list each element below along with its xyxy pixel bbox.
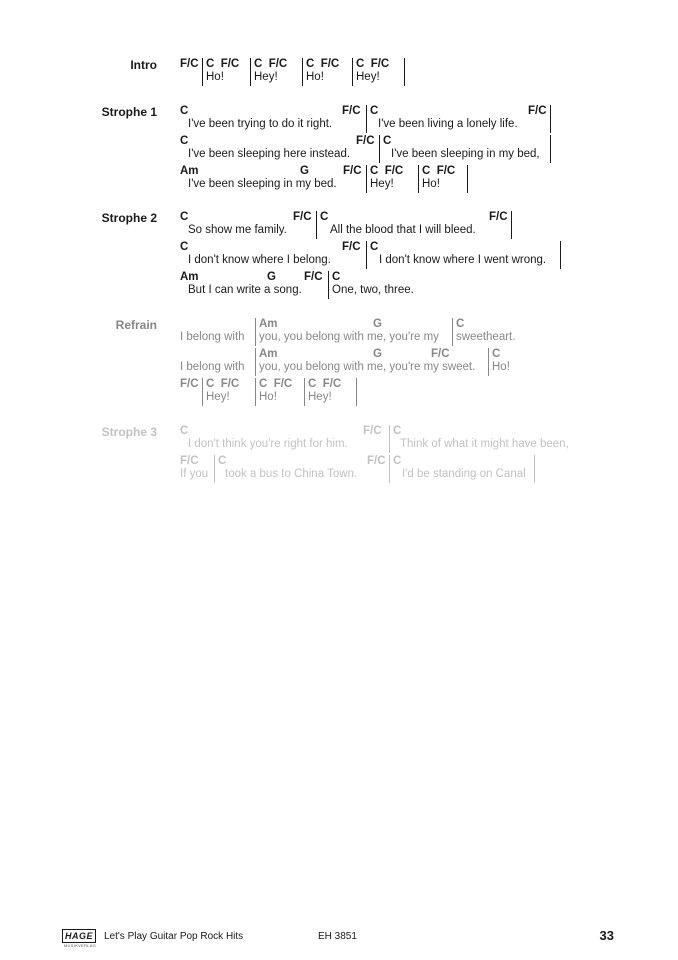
chord: F/C — [367, 455, 386, 467]
publisher-logo-subtitle: MUSIKVERLAG — [63, 943, 97, 948]
lyric: But I can write a song. — [188, 284, 302, 296]
measure — [202, 58, 251, 86]
chord: C — [180, 241, 189, 253]
measure — [366, 105, 551, 133]
measure — [328, 271, 429, 299]
measure — [389, 425, 585, 453]
chord: C F/C — [306, 58, 340, 70]
section-label: Refrain — [115, 318, 157, 332]
section-label: Strophe 1 — [101, 105, 157, 119]
chord: C F/C — [308, 378, 342, 390]
chord: F/C — [180, 58, 199, 70]
chord: C — [320, 211, 329, 223]
lyric: Hey! — [356, 71, 380, 83]
measure — [180, 211, 316, 239]
measure — [304, 378, 357, 406]
chord: C — [180, 135, 189, 147]
publisher-logo: HAGE — [62, 929, 96, 943]
chord: F/C — [431, 348, 450, 360]
chord: G — [373, 348, 382, 360]
chord: C F/C — [370, 165, 404, 177]
chord: C — [218, 455, 227, 467]
chord: C — [393, 425, 402, 437]
chord: F/C — [356, 135, 375, 147]
lyric: I've been sleeping here instead. — [188, 148, 351, 160]
measure — [214, 455, 390, 483]
measure — [180, 271, 328, 299]
lyric: Ho! — [206, 71, 224, 83]
lyric: I've been trying to do it right. — [188, 118, 333, 130]
chord: F/C — [180, 455, 199, 467]
bar-line — [550, 135, 551, 163]
lyric: Hey! — [370, 178, 394, 190]
chord: G — [373, 318, 382, 330]
chord: Am — [259, 348, 278, 360]
bar-line — [560, 241, 561, 269]
page-number: 33 — [599, 928, 614, 943]
lyric: I don't know where I belong. — [188, 254, 331, 266]
chord: F/C — [363, 425, 382, 437]
lyric: I belong with — [180, 331, 245, 343]
book-code: EH 3851 — [318, 931, 357, 942]
measure — [488, 348, 529, 376]
chord: C F/C — [422, 165, 456, 177]
lyric: Ho! — [492, 361, 510, 373]
lyric: So show me family. — [188, 224, 287, 236]
section-label: Strophe 3 — [101, 425, 157, 439]
lyric: If you — [180, 468, 209, 480]
chord: F/C — [343, 165, 362, 177]
measure — [180, 165, 366, 193]
lyric: sweetheart. — [456, 331, 516, 343]
measure — [366, 165, 419, 193]
measure — [250, 58, 303, 86]
page-footer — [0, 928, 678, 948]
measure — [180, 318, 255, 346]
lyric: I don't think you're right for him. — [188, 438, 348, 450]
chord: C — [370, 241, 379, 253]
chord: C — [383, 135, 392, 147]
lyric: I've been living a lonely life. — [378, 118, 518, 130]
measure — [202, 378, 256, 406]
measure — [180, 135, 379, 163]
chord: C F/C — [356, 58, 390, 70]
lyric: you, you belong with me, you're my — [259, 331, 439, 343]
measure — [389, 455, 535, 483]
chord: F/C — [489, 211, 508, 223]
measure — [379, 135, 551, 163]
lyric: Think of what it might have been, — [400, 438, 569, 450]
chord: C F/C — [206, 378, 240, 390]
chord: Am — [180, 271, 199, 283]
lyric: Hey! — [206, 391, 230, 403]
chord: C — [180, 211, 189, 223]
lyric: One, two, three. — [332, 284, 414, 296]
chord: C — [393, 455, 402, 467]
bar-line — [467, 165, 468, 193]
lyric: I've been sleeping in my bed. — [188, 178, 337, 190]
measure — [180, 425, 389, 453]
measure — [180, 455, 214, 483]
chord: C F/C — [254, 58, 288, 70]
lyric: you, you belong with me, you're my sweet. — [259, 361, 476, 373]
lyric: took a bus to China Town. — [225, 468, 358, 480]
measure — [180, 105, 366, 133]
measure — [366, 241, 561, 269]
chord: C F/C — [206, 58, 240, 70]
measure — [418, 165, 468, 193]
measure — [180, 378, 202, 406]
measure — [255, 318, 453, 346]
lyric: Ho! — [422, 178, 440, 190]
chord: G — [267, 271, 276, 283]
section-label: Intro — [130, 58, 157, 72]
measure — [316, 211, 512, 239]
chord: C — [180, 105, 189, 117]
measure — [302, 58, 353, 86]
lyric: I've been sleeping in my bed, — [391, 148, 540, 160]
chord: C — [370, 105, 379, 117]
lyric: I belong with — [180, 361, 245, 373]
bar-line — [511, 211, 512, 239]
chord: C — [492, 348, 501, 360]
chord: Am — [180, 165, 199, 177]
measure — [180, 348, 255, 376]
chord: F/C — [342, 241, 361, 253]
chord: F/C — [304, 271, 323, 283]
chord: F/C — [342, 105, 361, 117]
bar-line — [534, 455, 535, 483]
book-title: Let's Play Guitar Pop Rock Hits — [104, 931, 244, 942]
measure — [255, 378, 305, 406]
lyric: I'd be standing on Canal — [402, 468, 526, 480]
bar-line — [550, 105, 551, 133]
measure — [452, 318, 533, 346]
chord: G — [300, 165, 309, 177]
chord: C — [332, 271, 341, 283]
measure — [352, 58, 405, 86]
bar-line — [404, 58, 405, 86]
lyric: Hey! — [254, 71, 278, 83]
chord: F/C — [180, 378, 199, 390]
section-label: Strophe 2 — [101, 211, 157, 225]
lyric: Hey! — [308, 391, 332, 403]
chord: C — [180, 425, 189, 437]
measure — [180, 241, 366, 269]
chord: C — [456, 318, 465, 330]
chord: C F/C — [259, 378, 293, 390]
lyric: All the blood that I will bleed. — [330, 224, 476, 236]
chord: F/C — [293, 211, 312, 223]
chord: Am — [259, 318, 278, 330]
bar-line — [356, 378, 357, 406]
lyric: I don't know where I went wrong. — [379, 254, 547, 266]
chord: F/C — [528, 105, 547, 117]
measure — [255, 348, 489, 376]
measure — [180, 58, 202, 86]
lyric: Ho! — [306, 71, 324, 83]
lyric: Ho! — [259, 391, 277, 403]
